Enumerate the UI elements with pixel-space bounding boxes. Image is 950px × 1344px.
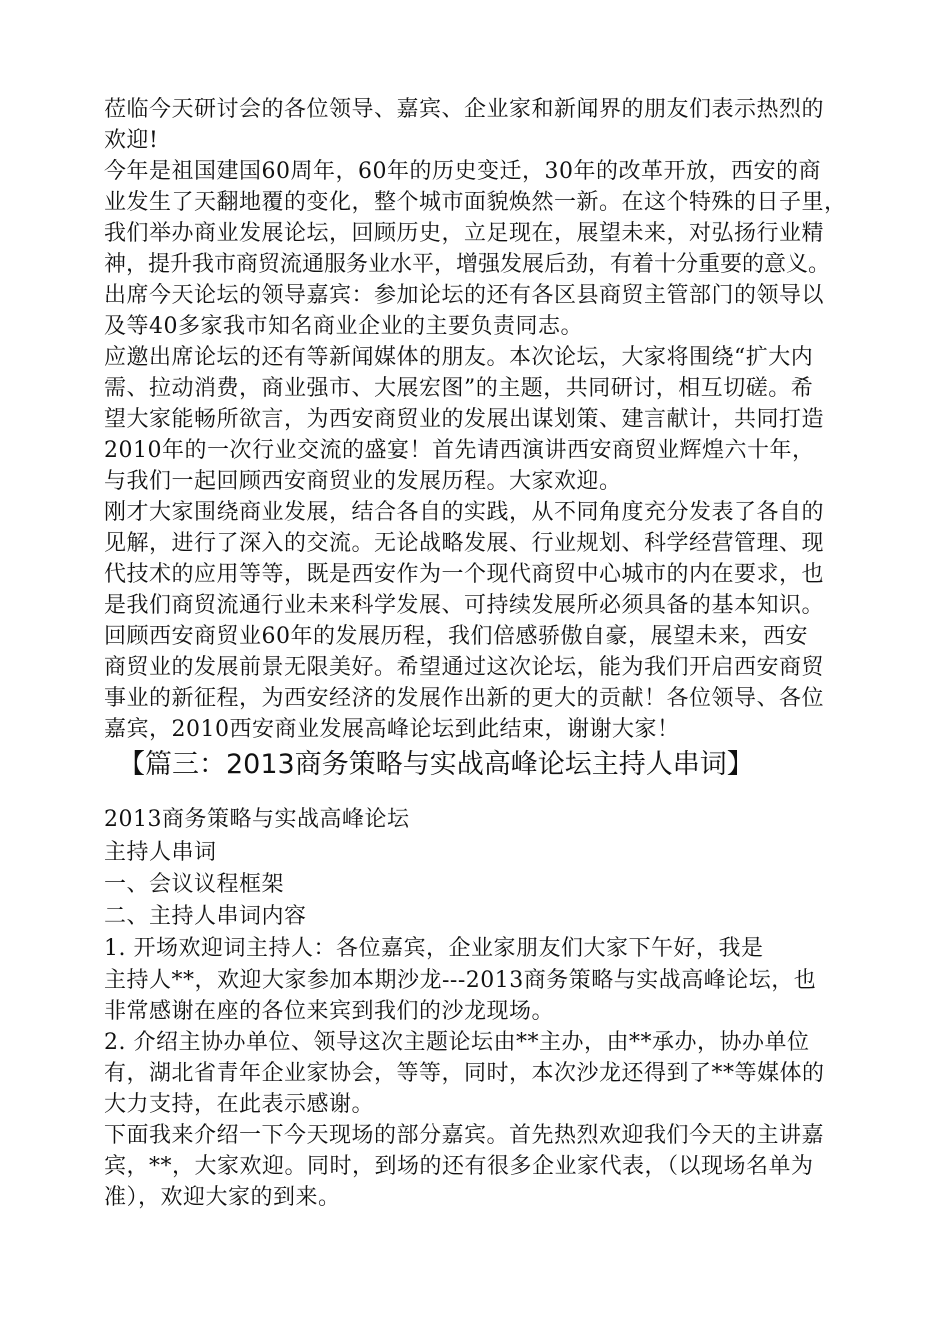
text-line: 准），欢迎大家的到来。 — [104, 1185, 341, 1210]
text-line: 下面我来介绍一下今天现场的部分嘉宾。首先热烈欢迎我们今天的主讲嘉 — [104, 1123, 825, 1148]
text-line: 代技术的应用等等，既是西安作为一个现代商贸中心城市的内在要求，也 — [104, 562, 825, 587]
text-line: 非常感谢在座的各位来宾到我们的沙龙现场。 — [104, 999, 555, 1024]
section-heading: 【篇三：2013商务策略与实战高峰论坛主持人串词】 — [118, 749, 754, 780]
text-line: 1. 开场欢迎词主持人：各位嘉宾，企业家朋友们大家下午好，我是 — [104, 936, 764, 961]
text-line: 应邀出席论坛的还有等新闻媒体的朋友。本次论坛，大家将围绕“扩大内 — [104, 345, 814, 370]
text-line: 2010年的一次行业交流的盛宴！首先请西演讲西安商贸业辉煌六十年， — [104, 438, 815, 463]
text-line: 2013商务策略与实战高峰论坛 — [104, 807, 410, 832]
text-line: 出席今天论坛的领导嘉宾：参加论坛的还有各区县商贸主管部门的领导以 — [104, 283, 825, 308]
text-line: 神，提升我市商贸流通服务业水平，增强发展后劲，有着十分重要的意义。 — [104, 252, 831, 277]
text-line: 莅临今天研讨会的各位领导、嘉宾、企业家和新闻界的朋友们表示热烈的 — [104, 97, 825, 122]
text-line: 欢迎! — [104, 128, 159, 153]
text-line: 事业的新征程，为西安经济的发展作出新的更大的贡献！各位领导、各位 — [104, 686, 825, 711]
text-line: 业发生了天翻地覆的变化，整个城市面貌焕然一新。在这个特殊的日子里， — [104, 190, 847, 215]
text-line: 商贸业的发展前景无限美好。希望通过这次论坛，能为我们开启西安商贸 — [104, 655, 825, 680]
text-line: 回顾西安商贸业60年的发展历程，我们倍感骄傲自豪，展望未来，西安 — [104, 624, 808, 649]
text-line: 我们举办商业发展论坛，回顾历史，立足现在，展望未来，对弘扬行业精 — [104, 221, 825, 246]
text-line: 及等40多家我市知名商业企业的主要负责同志。 — [104, 314, 583, 339]
text-line: 今年是祖国建国60周年，60年的历史变迁，30年的改革开放，西安的商 — [104, 159, 821, 184]
text-line: 望大家能畅所欲言，为西安商贸业的发展出谋划策、建言献计，共同打造 — [104, 407, 825, 432]
text-line: 2. 介绍主协办单位、领导这次主题论坛由**主办，由**承办，协办单位 — [104, 1030, 810, 1055]
text-line: 嘉宾，2010西安商业发展高峰论坛到此结束，谢谢大家！ — [104, 717, 680, 742]
text-line: 主持人串词 — [104, 840, 217, 865]
text-line: 需、拉动消费，商业强市、大展宏图”的主题，共同研讨，相互切磋。希 — [104, 376, 814, 401]
text-line: 大力支持，在此表示感谢。 — [104, 1092, 375, 1117]
text-line: 刚才大家围绕商业发展，结合各自的实践，从不同角度充分发表了各自的 — [104, 500, 825, 525]
text-line: 二、主持人串词内容 — [104, 904, 307, 929]
text-line: 一、会议议程框架 — [104, 872, 285, 897]
text-line: 是我们商贸流通行业未来科学发展、可持续发展所必须具备的基本知识。 — [104, 593, 825, 618]
text-line: 见解，进行了深入的交流。无论战略发展、行业规划、科学经营管理、现 — [104, 531, 825, 556]
text-line: 有，湖北省青年企业家协会，等等，同时，本次沙龙还得到了**等媒体的 — [104, 1061, 825, 1086]
text-line: 宾，**，大家欢迎。同时，到场的还有很多企业家代表，（以现场名单为 — [104, 1154, 814, 1179]
text-line: 主持人**，欢迎大家参加本期沙龙---2013商务策略与实战高峰论坛，也 — [104, 968, 817, 993]
text-line: 与我们一起回顾西安商贸业的发展历程。大家欢迎。 — [104, 469, 622, 494]
